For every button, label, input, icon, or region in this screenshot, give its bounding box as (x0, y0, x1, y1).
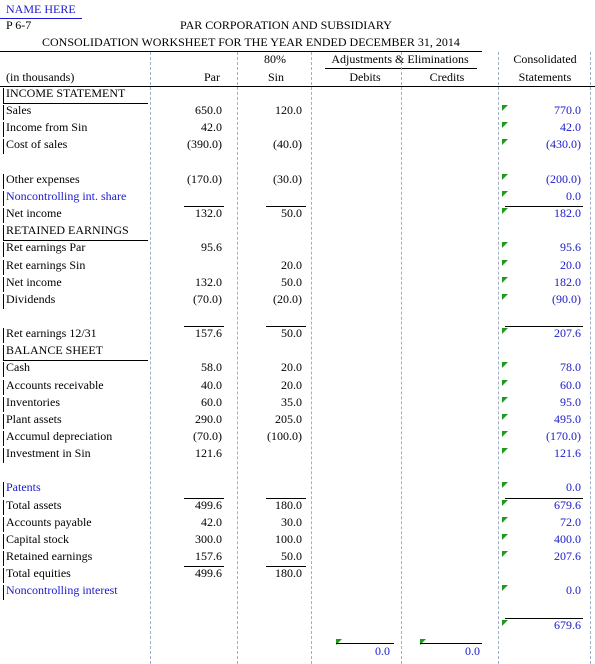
row-label: Ret earnings Par (6, 240, 86, 254)
row-label: Dividends (6, 292, 56, 306)
total-underline (266, 498, 306, 499)
consolidated-value[interactable]: (430.0) (546, 137, 581, 151)
note-indicator (502, 517, 508, 523)
total-underline (184, 566, 224, 567)
total-underline (266, 566, 306, 567)
par-value[interactable]: 121.6 (195, 446, 222, 460)
par-value[interactable]: 499.6 (195, 498, 222, 512)
row-label: Total equities (6, 566, 71, 580)
row-label: Total assets (6, 498, 62, 512)
row-label: Sales (6, 103, 32, 117)
grid-col-line (150, 52, 151, 664)
row-edge (3, 448, 4, 463)
sin-value[interactable]: 180.0 (275, 566, 302, 580)
sin-value[interactable]: (30.0) (273, 172, 302, 186)
consolidated-value[interactable]: (170.0) (546, 429, 581, 443)
note-indicator (502, 362, 508, 368)
name-underline (0, 18, 82, 19)
row-edge (3, 345, 4, 360)
consolidated-value[interactable]: 0.0 (566, 480, 581, 494)
units-header: (in thousands) (6, 70, 75, 84)
note-indicator (502, 551, 508, 557)
total-underline (184, 498, 224, 499)
consolidated-value[interactable]: (200.0) (546, 172, 581, 186)
sin-value[interactable]: (40.0) (273, 137, 302, 151)
consolidated-value[interactable]: 400.0 (554, 532, 581, 546)
debits-header: Debits (349, 70, 381, 84)
row-label: Plant assets (6, 412, 62, 426)
credits-header: Credits (429, 70, 465, 84)
row-label: Retained earnings (6, 549, 93, 563)
row-label: Income from Sin (6, 120, 88, 134)
row-edge (3, 208, 4, 223)
row-edge (3, 105, 4, 120)
row-label: Patents (6, 480, 41, 494)
row-edge (3, 431, 4, 446)
par-value[interactable]: 650.0 (195, 103, 222, 117)
par-value[interactable]: (170.0) (187, 172, 222, 186)
par-value[interactable]: 300.0 (195, 532, 222, 546)
note-indicator (502, 105, 508, 111)
total-underline (266, 326, 306, 327)
consolidated-value[interactable]: 770.0 (554, 103, 581, 117)
sin-header: Sin (267, 70, 284, 84)
adj-header: Adjustments & Eliminations (331, 52, 469, 66)
consolidated-value[interactable]: 182.0 (554, 206, 581, 220)
row-label: Accounts receivable (6, 378, 104, 392)
row-edge (3, 294, 4, 309)
row-label: Accumul depreciation (6, 429, 113, 443)
row-edge (3, 585, 4, 600)
sin-value[interactable]: 50.0 (281, 326, 302, 340)
consolidated-value[interactable]: 95.0 (560, 395, 581, 409)
note-indicator (502, 380, 508, 386)
grid-col-line (401, 52, 402, 664)
par-value[interactable]: 499.6 (195, 566, 222, 580)
row-edge (3, 122, 4, 137)
consolidated-value[interactable]: 95.6 (560, 240, 581, 254)
note-indicator (502, 139, 508, 145)
debits-total[interactable]: 0.0 (375, 644, 390, 658)
worksheet-title: CONSOLIDATION WORKSHEET FOR THE YEAR ENDED DECEMBER 31, 2014 (42, 35, 460, 49)
par-value[interactable]: 157.6 (195, 326, 222, 340)
row-label: Net income (6, 275, 62, 289)
consolidated-value[interactable]: 60.0 (560, 378, 581, 392)
grid-col-line (498, 52, 499, 664)
total-underline (505, 498, 583, 499)
row-label: Noncontrolling interest (6, 583, 118, 597)
row-edge (3, 191, 4, 206)
row-label: Inventories (6, 395, 60, 409)
note-indicator (502, 242, 508, 248)
note-indicator (502, 500, 508, 506)
par-value[interactable]: 40.0 (201, 378, 222, 392)
row-edge (3, 500, 4, 515)
note-indicator (502, 534, 508, 540)
sin-value[interactable]: 20.0 (281, 360, 302, 374)
row-edge (3, 174, 4, 189)
par-value[interactable]: 42.0 (201, 515, 222, 529)
row-edge (3, 534, 4, 549)
consolidated-value[interactable]: 20.0 (560, 258, 581, 272)
note-indicator (502, 431, 508, 437)
row-edge (3, 362, 4, 377)
row-edge (3, 380, 4, 395)
note-indicator (502, 260, 508, 266)
consolidated-value[interactable]: 679.6 (554, 498, 581, 512)
sin-value[interactable]: 180.0 (275, 498, 302, 512)
par-value[interactable]: 60.0 (201, 395, 222, 409)
consolidated-value[interactable]: 121.6 (554, 446, 581, 460)
total-underline (184, 206, 224, 207)
sin-value[interactable]: 100.0 (275, 532, 302, 546)
note-indicator (502, 397, 508, 403)
consolidated-value[interactable]: 0.0 (566, 583, 581, 597)
consolidated-value[interactable]: (90.0) (552, 292, 581, 306)
row-edge (3, 517, 4, 532)
sin-value[interactable]: (100.0) (267, 429, 302, 443)
consolidated-value[interactable]: 182.0 (554, 275, 581, 289)
sin-value[interactable]: 205.0 (275, 412, 302, 426)
row-label: Net income (6, 206, 62, 220)
note-indicator (502, 328, 508, 334)
row-edge (3, 242, 4, 257)
sin-value[interactable]: 120.0 (275, 103, 302, 117)
row-edge (3, 397, 4, 412)
total-underline (505, 206, 583, 207)
row-label: Accounts payable (6, 515, 92, 529)
section-heading: INCOME STATEMENT (6, 86, 126, 100)
par-value[interactable]: (390.0) (187, 137, 222, 151)
note-indicator (502, 191, 508, 197)
consolidated-value[interactable]: 207.6 (554, 549, 581, 563)
consolidated-value[interactable]: 207.6 (554, 326, 581, 340)
note-indicator (502, 414, 508, 420)
sin-value[interactable]: 20.0 (281, 258, 302, 272)
row-edge (3, 139, 4, 154)
sin-value[interactable]: 20.0 (281, 378, 302, 392)
sin-value[interactable]: 35.0 (281, 395, 302, 409)
sin-value[interactable]: (20.0) (273, 292, 302, 306)
credits-total[interactable]: 0.0 (465, 644, 480, 658)
company-name: PAR CORPORATION AND SUBSIDIARY (180, 18, 392, 32)
row-label: Investment in Sin (6, 446, 91, 460)
par-value[interactable]: 290.0 (195, 412, 222, 426)
par-value[interactable]: 42.0 (201, 120, 222, 134)
row-label: Other expenses (6, 172, 80, 186)
pct-header: 80% (264, 52, 286, 66)
note-indicator (502, 294, 508, 300)
consolidated-value[interactable]: 72.0 (560, 515, 581, 529)
note-indicator (502, 122, 508, 128)
section-heading: BALANCE SHEET (6, 343, 103, 357)
note-indicator (502, 277, 508, 283)
row-edge (3, 88, 4, 103)
total-underline (266, 206, 306, 207)
name-field[interactable]: NAME HERE (6, 2, 76, 16)
par-value[interactable]: 157.6 (195, 549, 222, 563)
sin-value[interactable]: 30.0 (281, 515, 302, 529)
consolidated-value[interactable]: 679.6 (554, 618, 581, 632)
grid-col-line (311, 52, 312, 664)
consolidated-value[interactable]: 0.0 (566, 189, 581, 203)
note-indicator (502, 585, 508, 591)
row-edge (3, 277, 4, 292)
sin-value[interactable]: 50.0 (281, 206, 302, 220)
row-label: Ret earnings 12/31 (6, 326, 97, 340)
par-header: Par (204, 70, 220, 84)
cons-header-1: Consolidated (513, 52, 577, 66)
row-edge (3, 328, 4, 343)
note-indicator (502, 174, 508, 180)
problem-number: P 6-7 (6, 18, 32, 32)
total-underline (505, 618, 583, 619)
grid-col-line (590, 52, 591, 664)
row-edge (3, 551, 4, 566)
consolidated-value[interactable]: 78.0 (560, 360, 581, 374)
row-edge (3, 414, 4, 429)
note-indicator (502, 620, 508, 626)
note-indicator (502, 448, 508, 454)
section-heading: RETAINED EARNINGS (6, 223, 129, 237)
row-edge (3, 482, 4, 497)
row-label: Cash (6, 360, 30, 374)
total-underline (184, 326, 224, 327)
row-label: Ret earnings Sin (6, 258, 86, 272)
sin-value[interactable]: 50.0 (281, 275, 302, 289)
total-underline (505, 326, 583, 327)
row-edge (3, 260, 4, 275)
consolidated-value[interactable]: 42.0 (560, 120, 581, 134)
par-value[interactable]: 132.0 (195, 275, 222, 289)
par-value[interactable]: 95.6 (201, 240, 222, 254)
note-indicator (502, 482, 508, 488)
consolidated-value[interactable]: 495.0 (554, 412, 581, 426)
row-edge (3, 568, 4, 583)
par-value[interactable]: (70.0) (193, 429, 222, 443)
par-value[interactable]: (70.0) (193, 292, 222, 306)
cons-header-2: Statements (518, 70, 572, 84)
sin-value[interactable]: 50.0 (281, 549, 302, 563)
row-label: Capital stock (6, 532, 69, 546)
row-label: Cost of sales (6, 137, 68, 151)
grid-col-line (237, 52, 238, 664)
row-edge (3, 225, 4, 240)
par-value[interactable]: 58.0 (201, 360, 222, 374)
row-label: Noncontrolling int. share (6, 189, 127, 203)
par-value[interactable]: 132.0 (195, 206, 222, 220)
note-indicator (502, 208, 508, 214)
